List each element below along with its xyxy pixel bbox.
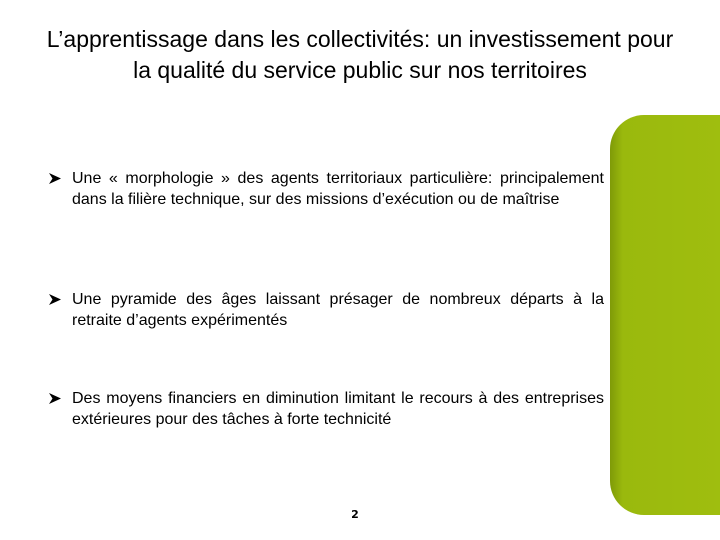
bullet-item <box>48 168 604 210</box>
slide-title: L’apprentissage dans les collectivités: un investissement pour la qualité du service public sur nos territoires <box>46 26 674 83</box>
bullet-text: Une pyramide des âges laissant présager de nombreux départs à la retraite d’agents expérimentés <box>72 291 604 329</box>
bullet-item <box>48 388 604 430</box>
arrowhead-bullet-icon <box>48 168 64 189</box>
bullet-item <box>48 289 604 331</box>
page-number: 2 <box>351 508 359 521</box>
bullet-text: Des moyens financiers en diminution limitant le recours à des entreprises extérieures pour des tâches à forte technicité <box>72 390 604 428</box>
bullet-text: Une « morphologie » des agents territoriaux particulière: principalement dans la filière technique, sur des missions d’exécution ou de maîtrise <box>72 170 604 208</box>
arrowhead-bullet-icon <box>48 388 64 409</box>
decorative-green-panel <box>610 115 720 515</box>
arrowhead-bullet-icon <box>48 289 64 310</box>
